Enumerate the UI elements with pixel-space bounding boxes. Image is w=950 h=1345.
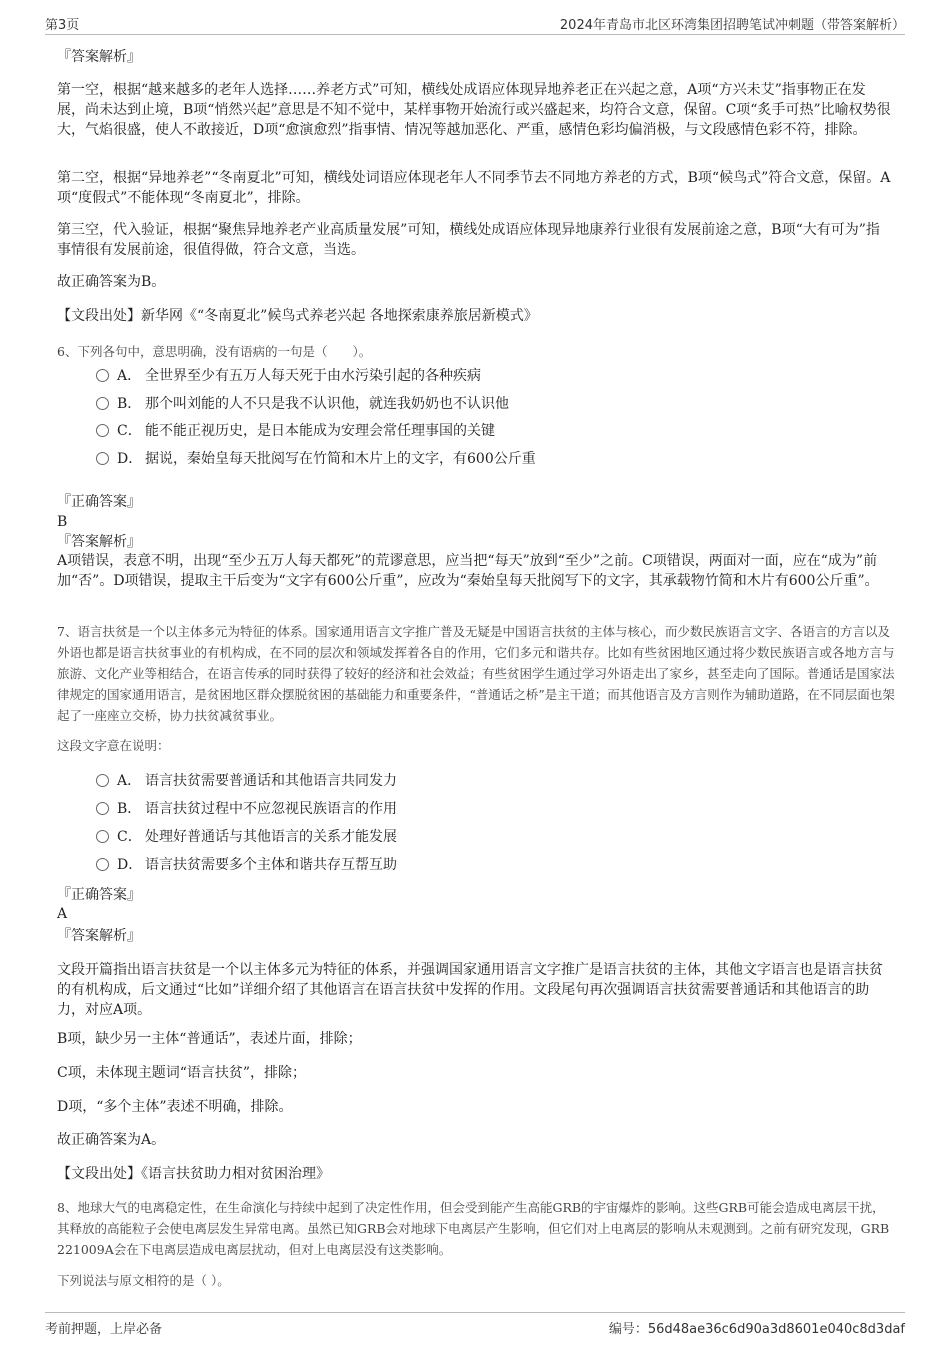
q5-analysis-para1: 第一空，根据“越来越多的老年人选择……养老方式”可知，横线处成语应体现异地养老正在兴起之意，A项“方兴未艾”指事物正在发展，尚未达到止境，B项“悄然兴起”意思是不知不觉中，某样事物开始流行或兴盛起来，均符合文意，保留。C项“炙手可热”比喻权势很大，气焰很盛，使人不敢接近，D项“愈演愈烈”指事情、情况等越加恶化、严重，感情色彩均偏消极，与文段感情色彩不符，排除。 xyxy=(57,82,891,138)
q6-option-c[interactable]: C． 能不能正视历史，是日本能成为安理会常任理事国的关键 xyxy=(96,421,495,441)
q5-analysis-para2: 第二空，根据“异地养老”“冬南夏北”可知，横线处词语应体现老年人不同季节去不同地方养老的方式，B项“候鸟式”符合文意，保留。A项“度假式”不能体现“冬南夏北”，排除。 xyxy=(57,170,891,206)
q5-analysis-label: 『答案解析』 xyxy=(57,49,141,65)
q6-option-d[interactable]: D． 据说，秦始皇每天批阅写在竹简和木片上的文字，有600公斤重 xyxy=(96,449,536,469)
q7-option-a[interactable]: A． 语言扶贫需要普通话和其他语言共同发力 xyxy=(96,771,397,791)
page-number: 第3页 xyxy=(45,18,80,33)
q7-analysis-para3: C项，未体现主题词“语言扶贫”，排除； xyxy=(57,1065,307,1081)
q6-option-a[interactable]: A． 全世界至少有五万人每天死于由水污染引起的各种疾病 xyxy=(96,366,481,386)
q6-answer: B xyxy=(57,514,68,530)
q7-analysis-para1: 文段开篇指出语言扶贫是一个以主体多元为特征的体系，并强调国家通用语言文字推广是语言扶贫的主体，其他文字语言也是语言扶贫的有机构成，后文通过“比如”详细介绍了其他语言在语言扶贫中发挥的作用。文段尾句再次强调语言扶贫需要普通话和其他语言的助力，对应A项。 xyxy=(57,962,883,1018)
page-footer xyxy=(45,1312,905,1339)
q7-answer: A xyxy=(57,906,68,922)
page-header xyxy=(45,10,905,35)
q6-answer-label: 『正确答案』 xyxy=(57,494,141,510)
q7-stem: 7、语言扶贫是一个以主体多元为特征的体系。国家通用语言文字推广普及无疑是中国语言扶贫的主体与核心，而少数民族语言文字、各语言的方言以及外语也都是语言扶贫事业的有机构成，在不同的层次和领域发挥着各自的作用，它们多元和谐共存。比如有些贫困地区通过将少数民族语言或各地方言与旅游、文化产业等相结合，在语言传承的同时获得了较好的经济和社会效益；有些贫困学生通过学习外语走出了家乡，甚至走向了国际。普通话是国家法律规定的国家通用语言，是贫困地区群众摆脱贫困的基础能力和重要条件，“普通话之桥”是主干道；而其他语言及方言则作为辅助道路，在不同层面也架起了一座座立交桥，协力扶贫减贫事业。 xyxy=(57,624,895,723)
q7-answer-label: 『正确答案』 xyxy=(57,887,141,903)
q7-conclusion: 故正确答案为A。 xyxy=(57,1132,166,1148)
q8-stem: 8、地球大气的电离稳定性，在生命演化与持续中起到了决定性作用，但会受到能产生高能GRB的宇宙爆炸的影响。这些GRB可能会造成电离层干扰，其释放的高能粒子会使电离层发生异常电离。虽然已知GRB会对地球下电离层产生影响，但它们对上电离层的影响从未观测到。之前有研究发现，GRB 221009A会在下电离层造成电离层扰动，但对上电离层没有这类影响。 xyxy=(57,1200,890,1257)
document-title: 2024年青岛市北区环湾集团招聘笔试冲刺题（带答案解析） xyxy=(559,18,905,33)
radio-icon[interactable] xyxy=(96,452,109,465)
q7-source: 【文段出处】《语言扶贫助力相对贫困治理》 xyxy=(57,1166,330,1182)
footer-slogan: 考前押题，上岸必备 xyxy=(45,1322,163,1337)
q7-option-d[interactable]: D． 语言扶贫需要多个主体和谐共存互帮互助 xyxy=(96,855,397,875)
q7-analysis-para4: D项，“多个主体”表述不明确，排除。 xyxy=(57,1099,293,1115)
radio-icon[interactable] xyxy=(96,802,109,815)
q8-prompt: 下列说法与原文相符的是（ ）。 xyxy=(57,1273,230,1288)
q7-option-c[interactable]: C． 处理好普通话与其他语言的关系才能发展 xyxy=(96,827,397,847)
q6-option-b[interactable]: B． 那个叫刘能的人不只是我不认识他，就连我奶奶也不认识他 xyxy=(96,394,509,414)
radio-icon[interactable] xyxy=(96,858,109,871)
q7-analysis-para2: B项，缺少另一主体“普通话”，表述片面，排除； xyxy=(57,1031,362,1047)
q6-analysis: A项错误，表意不明，出现“至少五万人每天都死”的荒谬意思，应当把“每天”放到“至少”之前。C项错误，两面对一面，应在“成为”前加“否”。D项错误，提取主干后变为“文字有600公斤重”，应改为“秦始皇每天批阅写下的文字，其承载物竹简和木片有600公斤重”。 xyxy=(57,553,879,589)
radio-icon[interactable] xyxy=(96,830,109,843)
q5-analysis-para3: 第三空，代入验证，根据“聚焦异地养老产业高质量发展”可知，横线处成语应体现异地康养行业很有发展前途之意，B项“大有可为”指事情很有发展前途，很值得做，符合文意，当选。 xyxy=(57,222,880,258)
q5-conclusion: 故正确答案为B。 xyxy=(57,274,166,290)
q6-stem: 6、下列各句中，意思明确，没有语病的一句是（ ）。 xyxy=(57,344,372,359)
q7-prompt: 这段文字意在说明： xyxy=(57,738,170,753)
radio-icon[interactable] xyxy=(96,369,109,382)
document-id: 编号：56d48ae36c6d90a3d8601e040c8d3daf xyxy=(608,1322,905,1337)
q5-source: 【文段出处】新华网《“冬南夏北”候鸟式养老兴起 各地探索康养旅居新模式》 xyxy=(57,308,538,324)
radio-icon[interactable] xyxy=(96,424,109,437)
radio-icon[interactable] xyxy=(96,397,109,410)
q7-option-b[interactable]: B． 语言扶贫过程中不应忽视民族语言的作用 xyxy=(96,799,397,819)
q6-analysis-label: 『答案解析』 xyxy=(57,534,141,550)
q7-analysis-label: 『答案解析』 xyxy=(57,928,141,944)
radio-icon[interactable] xyxy=(96,774,109,787)
